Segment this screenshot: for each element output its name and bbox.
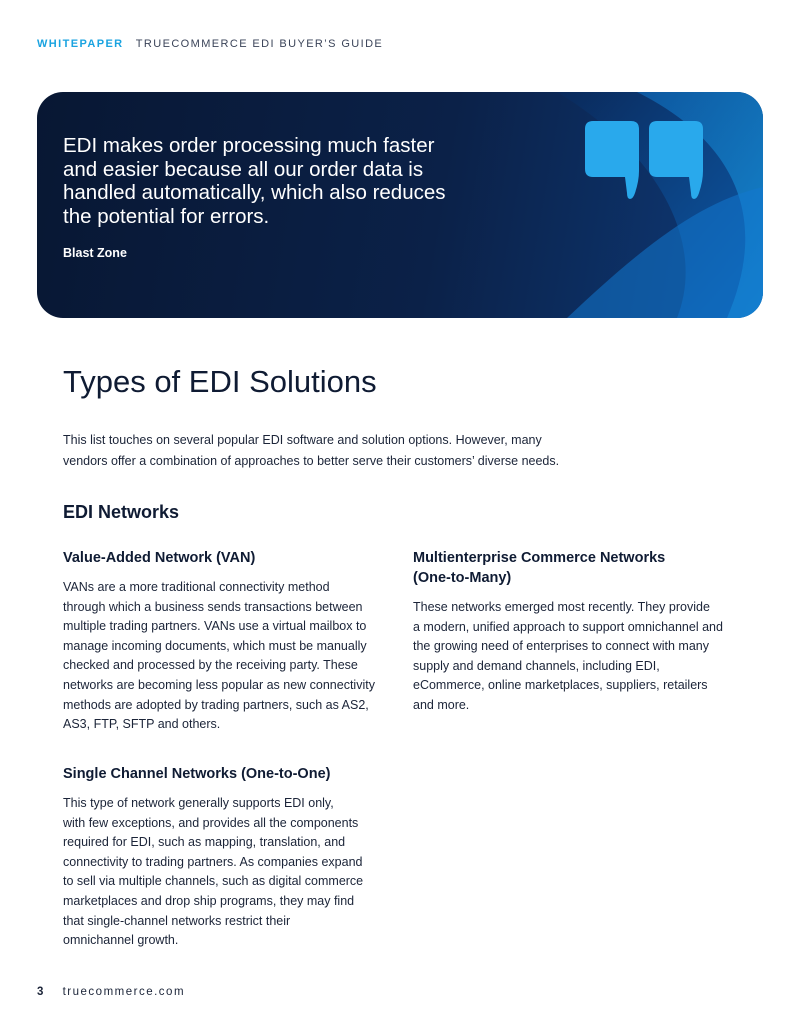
testimonial-card	[37, 92, 763, 318]
multienterprise-heading-line: Multienterprise Commerce Networks	[413, 550, 666, 566]
multienterprise-paragraph	[413, 598, 758, 716]
van-line: AS3, FTP, SFTP and others.	[63, 717, 221, 732]
quote-source: Blast Zone	[63, 246, 127, 260]
single-channel-line: This type of network generally supports EDI only,	[63, 796, 334, 810]
footer-url: truecommerce.com	[62, 986, 186, 998]
van-line: networks are becoming less popular as new connectivity	[63, 677, 375, 692]
single-channel-line: with few exceptions, and provides all the components	[63, 815, 359, 830]
intro-paragraph	[63, 430, 603, 472]
intro-line: vendors offer a combination of approaches to better serve their customers’ diverse needs.	[63, 454, 560, 468]
multienterprise-line: a modern, unified approach to support omnichannel and	[413, 619, 723, 634]
van-line: through which a business sends transactions between	[63, 599, 363, 614]
van-line: VANs are a more traditional connectivity method	[63, 580, 330, 594]
subsection-title: EDI Networks	[63, 502, 180, 522]
doc-kind-label: WHITEPAPER	[37, 38, 124, 50]
page-footer	[37, 986, 185, 998]
multienterprise-heading	[413, 548, 665, 588]
document-header	[37, 38, 383, 50]
multienterprise-line: and more.	[413, 697, 470, 712]
page-number: 3	[37, 986, 44, 998]
van-line: manage incoming documents, which must be manually	[63, 638, 367, 653]
intro-line: This list touches on several popular EDI software and solution options. However, many	[63, 433, 542, 447]
quote-text	[63, 134, 513, 228]
single-channel-line: connectivity to trading partners. As companies expand	[63, 854, 363, 869]
quote-line: handled automatically, which also reduces	[63, 181, 446, 204]
quote-line: and easier because all our order data is	[63, 157, 424, 181]
van-line: methods are adopted by trading partners, such as AS2,	[63, 697, 369, 712]
van-line: multiple trading partners. VANs use a virtual mailbox to	[63, 619, 367, 634]
single-channel-line: to sell via multiple channels, such as digital commerce	[63, 874, 364, 889]
multienterprise-line: the growing need of enterprises to connect with many	[413, 639, 710, 654]
doc-title-label: TRUECOMMERCE EDI BUYER’S GUIDE	[135, 38, 384, 50]
section-title: Types of EDI Solutions	[63, 364, 377, 399]
single-channel-heading: Single Channel Networks (One-to-One)	[63, 766, 331, 782]
single-channel-line: that single-channel networks restrict their	[63, 913, 291, 928]
single-channel-line: marketplaces and drop ship programs, they may find	[63, 893, 355, 908]
multienterprise-line: These networks emerged most recently. They provide	[413, 600, 710, 614]
van-heading: Value-Added Network (VAN)	[63, 550, 256, 566]
quote-line: EDI makes order processing much faster	[63, 134, 435, 157]
quote-marks-icon	[585, 121, 705, 201]
multienterprise-heading-line: (One-to-Many)	[413, 570, 512, 586]
van-line: checked and processed by the receiving party. These	[63, 658, 358, 673]
single-channel-line: required for EDI, such as mapping, translation, and	[63, 835, 346, 850]
multienterprise-line: eCommerce, online marketplaces, suppliers, retailers	[413, 678, 708, 693]
single-channel-paragraph	[63, 794, 403, 951]
single-channel-line: omnichannel growth.	[63, 933, 179, 948]
multienterprise-line: supply and demand channels, including EDI,	[413, 658, 660, 673]
quote-line: the potential for errors.	[63, 204, 270, 228]
van-paragraph	[63, 578, 403, 735]
